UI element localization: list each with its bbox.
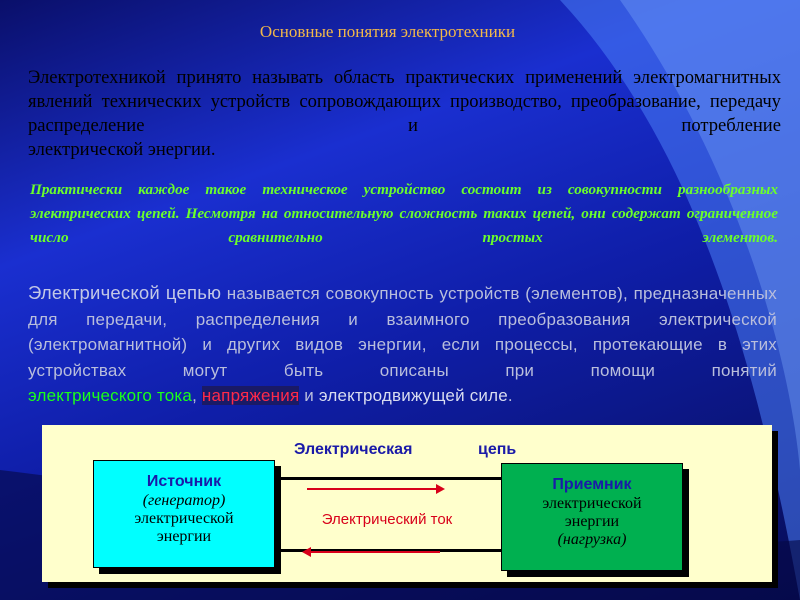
arrow-left-icon [310, 551, 440, 553]
definition-electrical-engineering: Электротехникой принято называть область практических применений электромагнитных явлений технических устройств сопровождающих производство, преобразование, передачу распределение и потребление электрической энергии. [28, 67, 781, 160]
receiver-heading: Приемник [552, 476, 632, 493]
arrow-right-icon [307, 488, 437, 490]
source-generator: (генератор) [142, 492, 226, 509]
definition-electrical-circuit: Электрической цепью называется совокупность устройств (элементов), предназначенных для передачи, распределения и взаимного преобразования электрической (электромагнитной) и других видов энергии, если процессы, протекающие в этих устройствах могут быть описаны при помощи понятий электрического тока, напряжения и электродвижущей силе. [28, 282, 777, 405]
term-emf: электродвижущей силе [318, 386, 508, 405]
source-box: Источник (генератор) электрической энергии [93, 460, 275, 568]
source-heading: Источник [146, 473, 222, 490]
diagram-title-left: Электрическая [294, 441, 413, 458]
circuit-diagram [42, 425, 772, 582]
receiver-load: (нагрузка) [557, 531, 627, 548]
wire-top [273, 477, 501, 480]
term-electrical-engineering: Электротехникой [28, 67, 166, 88]
receiver-box: Приемник электрической энергии (нагрузка) [501, 463, 683, 571]
slide-title: Основные понятия электротехники [259, 22, 516, 41]
term-voltage: напряжения [201, 386, 300, 405]
term-current: электрического тока [28, 386, 193, 405]
diagram-title-right: цепь [478, 441, 517, 458]
circuits-note: Практически каждое такое техническое устройство состоит из совокупности разнообразных электрических цепей. Несмотря на относительную сложность таких цепей, они содержат ограниченное число сравнительно простых элементов. [30, 181, 779, 246]
current-label: Электрический ток [321, 511, 453, 528]
term-electrical-circuit: Электрической цепью [28, 282, 222, 303]
